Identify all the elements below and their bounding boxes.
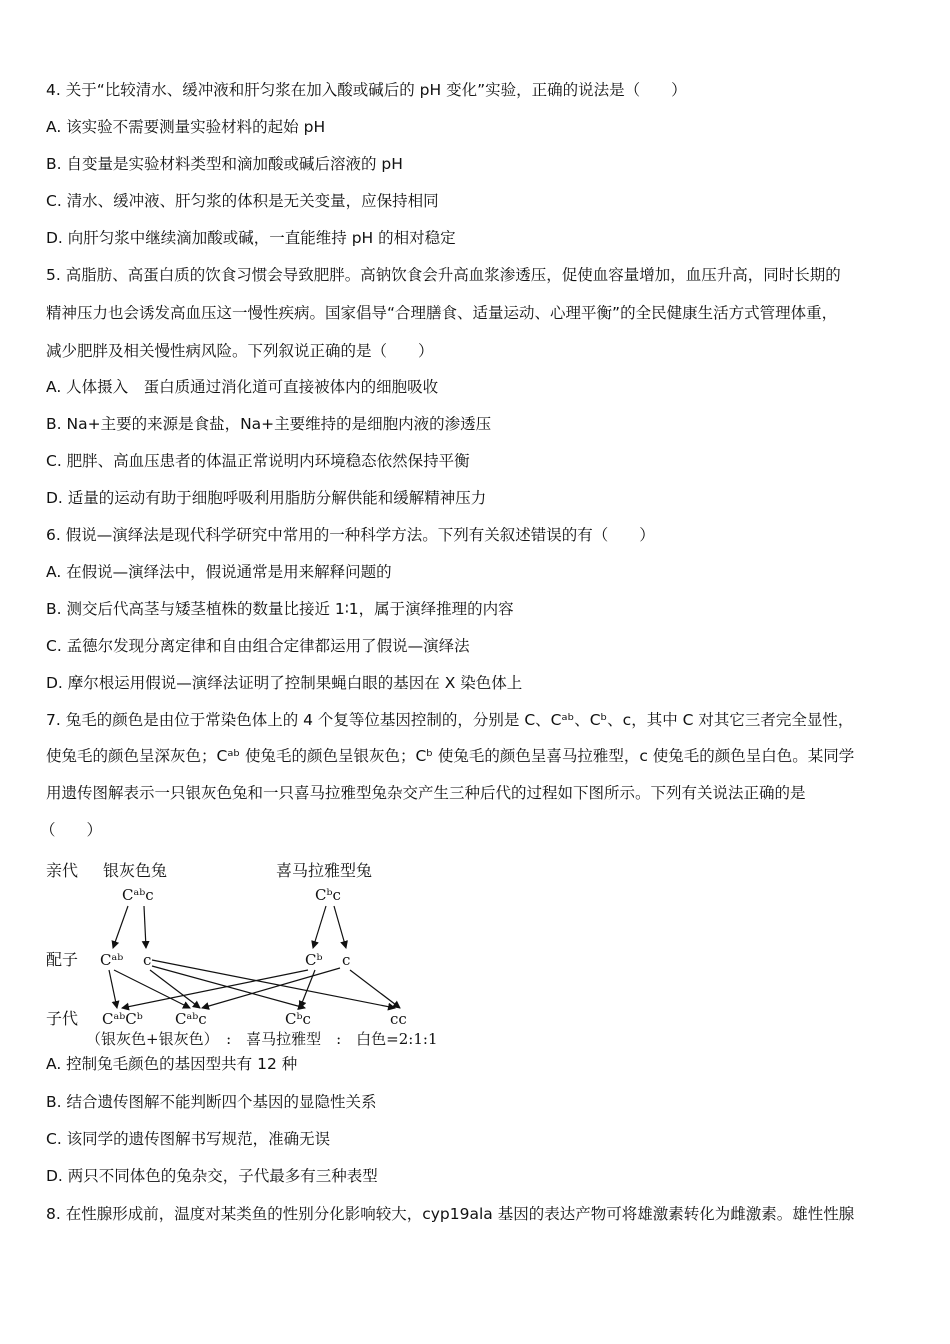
q7-option-c: C. 该同学的遗传图解书写规范，准确无误: [46, 1130, 331, 1148]
arrow-g3-to-o1: [122, 970, 308, 1008]
q8-stem-line-1: 8. 在性腺形成前，温度对某类鱼的性别分化影响较大，cyp19ala 基因的表达产物可将雄激素转化为雌激素。雄性性腺: [46, 1205, 855, 1223]
arrow-g4-to-o4: [350, 970, 400, 1008]
offspring-label: 子代: [46, 1009, 79, 1028]
q5-stem-line-3: 减少肥胖及相关慢性病风险。下列叙说正确的是（ ）: [46, 342, 434, 360]
q6-option-a: A. 在假说—演绎法中，假说通常是用来解释问题的: [46, 563, 392, 581]
q4-stem: 4. 关于“比较清水、缓冲液和肝匀浆在加入酸或碱后的 pH 变化”实验，正确的说法是（ ）: [46, 81, 687, 99]
offspring-2: Cᵃᵇc: [175, 1010, 207, 1028]
parent2-genotype: Cᵇc: [315, 886, 341, 904]
q5-option-b: B. Na+主要的来源是食盐，Na+主要维持的是细胞内液的渗透压: [46, 415, 492, 433]
gamete-1: Cᵃᵇ: [100, 951, 124, 969]
q7-stem-line-3: 用遗传图解表示一只银灰色兔和一只喜马拉雅型兔杂交产生三种后代的过程如下图所示。下列有关说法正确的是: [46, 784, 806, 802]
q5-option-a: A. 人体摄入 蛋白质通过消化道可直接被体内的细胞吸收: [46, 378, 439, 396]
q5-stem-line-2: 精神压力也会诱发高血压这一慢性疾病。国家倡导“合理膳食、适量运动、心理平衡”的全民健康生活方式管理体重，: [46, 304, 838, 322]
gamete-2: c: [143, 951, 152, 969]
arrow-g2-to-o3: [152, 966, 305, 1008]
q7-stem-line-4: （ ）: [40, 821, 103, 839]
offspring-4: cc: [390, 1010, 407, 1028]
q6-option-c: C. 孟德尔发现分离定律和自由组合定律都运用了假说—演绎法: [46, 637, 470, 655]
q7-option-b: B. 结合遗传图解不能判断四个基因的显隐性关系: [46, 1093, 377, 1111]
q5-option-c: C. 肥胖、高血压患者的体温正常说明内环境稳态依然保持平衡: [46, 452, 470, 470]
phenotype-ratio: （银灰色+银灰色） : 喜马拉雅型 : 白色=2:1:1: [86, 1030, 438, 1048]
q6-option-d: D. 摩尔根运用假说—演绎法证明了控制果蝇白眼的基因在 X 染色体上: [46, 674, 523, 692]
arrow-g2-to-o2: [150, 970, 200, 1008]
parent1-name: 银灰色兔: [103, 861, 168, 880]
parent1-genotype: Cᵃᵇc: [122, 886, 154, 904]
offspring-1: CᵃᵇCᵇ: [102, 1010, 143, 1028]
arrow-p1-to-gamete1: [113, 906, 128, 948]
q5-stem-line-1: 5. 高脂肪、高蛋白质的饮食习惯会导致肥胖。高钠饮食会升高血浆渗透压，促使血容量增加，血压升高，同时长期的: [46, 266, 841, 284]
q7-option-d: D. 两只不同体色的兔杂交，子代最多有三种表型: [46, 1167, 378, 1185]
q6-stem: 6. 假说—演绎法是现代科学研究中常用的一种科学方法。下列有关叙述错误的有（ ）: [46, 526, 655, 544]
arrow-g2-to-o4: [152, 960, 395, 1008]
q7-stem-line-1: 7. 兔毛的颜色是由位于常染色体上的 4 个复等位基因控制的，分别是 C、Cᵃᵇ、Cᵇ、c，其中 C 对其它三者完全显性，: [46, 711, 854, 729]
q7-option-a: A. 控制兔毛颜色的基因型共有 12 种: [46, 1055, 298, 1073]
q7-stem-line-2: 使兔毛的颜色呈深灰色；Cᵃᵇ 使兔毛的颜色呈银灰色；Cᵇ 使兔毛的颜色呈喜马拉雅型，c 使兔毛的颜色呈白色。某同学: [46, 747, 855, 765]
parent2-name: 喜马拉雅型兔: [276, 861, 373, 880]
q4-option-b: B. 自变量是实验材料类型和滴加酸或碱后溶液的 pH: [46, 155, 403, 173]
arrow-p2-to-gamete3: [313, 906, 326, 948]
q4-option-c: C. 清水、缓冲液、肝匀浆的体积是无关变量，应保持相同: [46, 192, 439, 210]
genetic-cross-diagram: [40, 850, 480, 1055]
parent-generation-label: 亲代: [46, 861, 79, 880]
gamete-4: c: [342, 951, 351, 969]
gamete-label: 配子: [46, 950, 79, 969]
q4-option-a: A. 该实验不需要测量实验材料的起始 pH: [46, 118, 326, 136]
arrow-p2-to-gamete4: [334, 906, 346, 948]
q6-option-b: B. 测交后代高茎与矮茎植株的数量比接近 1∶1，属于演绎推理的内容: [46, 600, 514, 618]
gamete-3: Cᵇ: [305, 951, 323, 969]
arrow-p1-to-gamete2: [144, 906, 146, 948]
q5-option-d: D. 适量的运动有助于细胞呼吸利用脂肪分解供能和缓解精神压力: [46, 489, 487, 507]
q4-option-d: D. 向肝匀浆中继续滴加酸或碱，一直能维持 pH 的相对稳定: [46, 229, 456, 247]
arrow-g1-to-o1: [109, 970, 117, 1008]
offspring-3: Cᵇc: [285, 1010, 311, 1028]
